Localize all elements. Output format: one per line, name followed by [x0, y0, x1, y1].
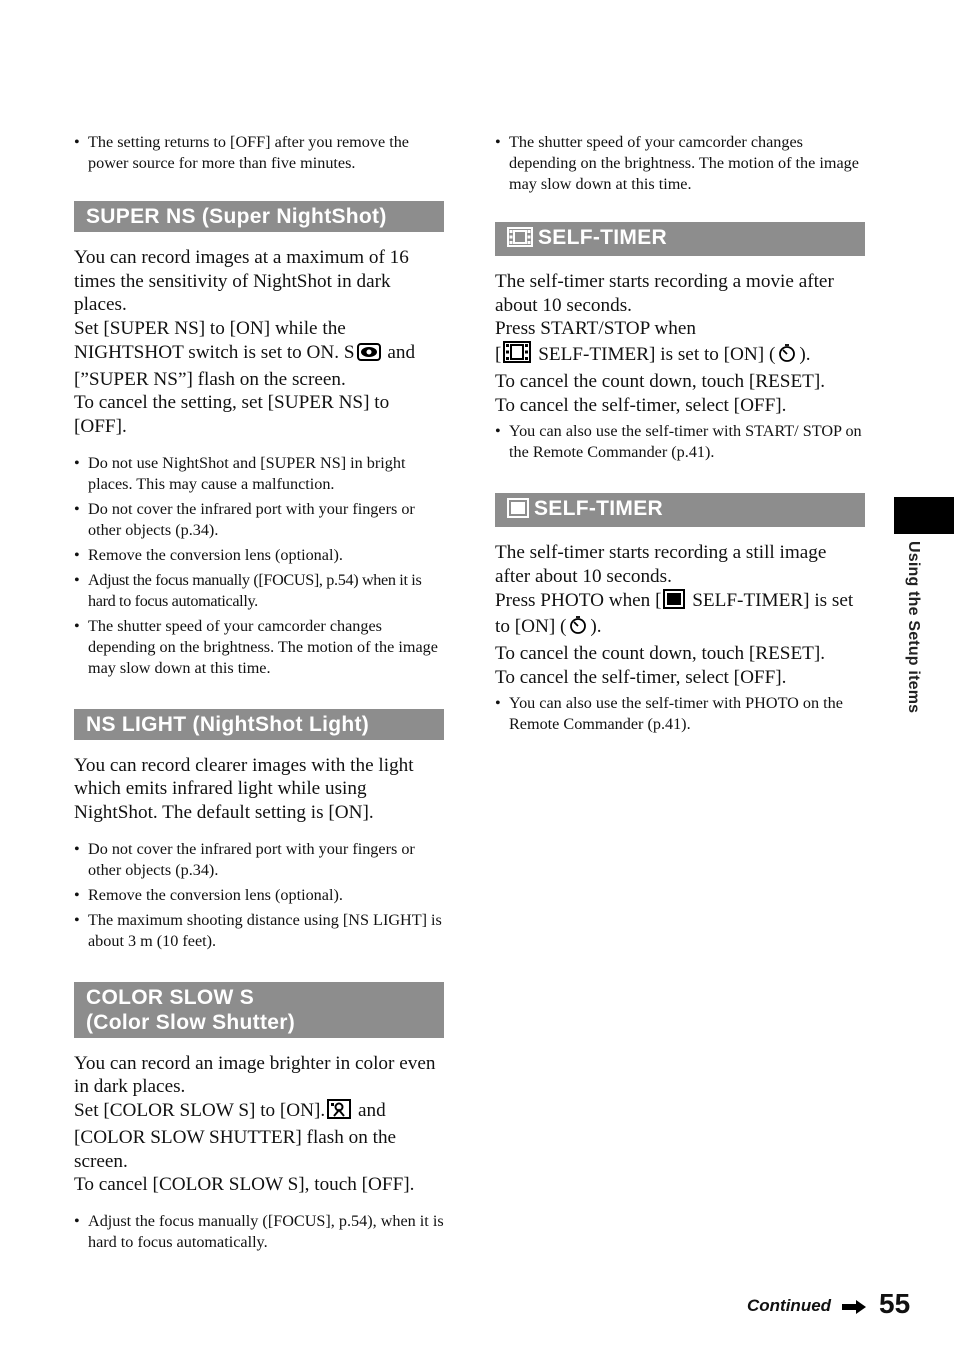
bullet-item: • The shutter speed of your camcorder changes depending on the brightness. The motion of the image may slow down at this time. [74, 616, 444, 679]
movie-self-timer-heading [495, 222, 865, 256]
text-span: Set [SUPER NS] to [ON] while the NIGHTSHOT switch is set to ON. S [74, 318, 355, 363]
heading-line: COLOR SLOW S [86, 985, 255, 1009]
movie-icon [503, 341, 531, 370]
text-span: SELF-TIMER] is set to [ON] ( [533, 344, 776, 366]
text-span: ). [799, 344, 811, 366]
paragraph: To cancel the count down, touch [RESET]. [495, 370, 826, 392]
movie-self-timer-body [495, 270, 865, 417]
left-column [74, 132, 444, 1257]
bullet-item: • You can also use the self-timer with START/ STOP on the Remote Commander (p.41). [495, 421, 865, 463]
paragraph [74, 317, 444, 391]
paragraph: To cancel the self-timer, select [OFF]. [495, 666, 787, 688]
self-timer-icon [568, 615, 588, 642]
bullet-item: • Adjust the focus manually ([FOCUS], p.54) when it is hard to focus automatically. [74, 570, 444, 612]
bullet-item: • Do not cover the infrared port with your fingers or other objects (p.34). [74, 839, 444, 881]
paragraph: To cancel the self-timer, select [OFF]. [495, 394, 787, 416]
text-span: [ [495, 344, 502, 366]
color-slow-heading [74, 982, 444, 1038]
super-ns-heading: SUPER NS (Super NightShot) [74, 201, 444, 232]
bullet-item: • Adjust the focus manually ([FOCUS], p.54), when it is hard to focus automatically. [74, 1211, 444, 1253]
still-self-timer-heading [495, 493, 865, 527]
text-span: Press PHOTO when [ [495, 589, 662, 611]
heading-line: (Color Slow Shutter) [86, 1010, 295, 1034]
paragraph: You can record an image brighter in color even in dark places. [74, 1052, 436, 1098]
paragraph [495, 341, 865, 370]
color-slow-icon [327, 1099, 351, 1126]
bullet-item: • The maximum shooting distance using [NS LIGHT] is about 3 m (10 feet). [74, 910, 444, 952]
paragraph [74, 1099, 444, 1173]
paragraph: To cancel the count down, touch [RESET]. [495, 643, 826, 665]
paragraph: Press START/STOP when [495, 318, 696, 340]
paragraph: You can record clearer images with the light which emits infrared light while using NightShot. The default setting is [ON]. [74, 754, 414, 824]
arrow-right-icon [841, 1299, 867, 1320]
super-ns-body [74, 246, 444, 439]
nightshot-icon [357, 343, 381, 368]
paragraph: To cancel the setting, set [SUPER NS] to [OFF]. [74, 392, 390, 437]
heading-text: SELF-TIMER [538, 226, 667, 249]
bullet-item: • Do not cover the infrared port with your fingers or other objects (p.34). [74, 499, 444, 541]
bullet-item: • The shutter speed of your camcorder changes depending on the brightness. The motion of the image may slow down at this time. [495, 132, 865, 195]
color-slow-body [74, 1052, 444, 1197]
right-column [495, 132, 865, 739]
paragraph: The self-timer starts recording a movie after about 10 seconds. [495, 271, 834, 316]
paragraph [495, 589, 865, 642]
still-icon [663, 589, 685, 616]
section-tab [894, 497, 954, 534]
paragraph: You can record images at a maximum of 16 times the sensitivity of NightShot in dark places. [74, 247, 409, 316]
still-icon [507, 498, 529, 524]
page-number: 55 [879, 1288, 911, 1319]
text-span: and [COLOR SLOW SHUTTER] flash on the screen. [74, 1100, 397, 1172]
ns-light-heading: NS LIGHT (NightShot Light) [74, 709, 444, 740]
paragraph: To cancel [COLOR SLOW S], touch [OFF]. [74, 1174, 415, 1196]
movie-icon [507, 227, 533, 253]
bullet-item: • The setting returns to [OFF] after you remove the power source for more than five minutes. [74, 132, 444, 174]
paragraph: The self-timer starts recording a still image after about 10 seconds. [495, 542, 827, 587]
text-span: ). [590, 616, 602, 638]
continued-label: Continued [747, 1296, 832, 1315]
bullet-item: • You can also use the self-timer with PHOTO on the Remote Commander (p.41). [495, 693, 865, 735]
bullet-item: • Do not use NightShot and [SUPER NS] in bright places. This may cause a malfunction. [74, 453, 444, 495]
text-span: SELF-TIMER] is set to [ON] ( [495, 589, 854, 638]
bullet-item: • Remove the conversion lens (optional). [74, 885, 444, 906]
section-tab-label: Using the Setup items [905, 541, 922, 714]
bullet-item: • Remove the conversion lens (optional). [74, 545, 444, 566]
ns-light-body [74, 754, 444, 825]
self-timer-icon [777, 343, 797, 370]
still-self-timer-body [495, 541, 865, 689]
text-span: and [”SUPER NS”] flash on the screen. [74, 341, 416, 390]
heading-text: SELF-TIMER [534, 497, 663, 521]
text-span: Set [COLOR SLOW S] to [ON]. [74, 1100, 326, 1122]
